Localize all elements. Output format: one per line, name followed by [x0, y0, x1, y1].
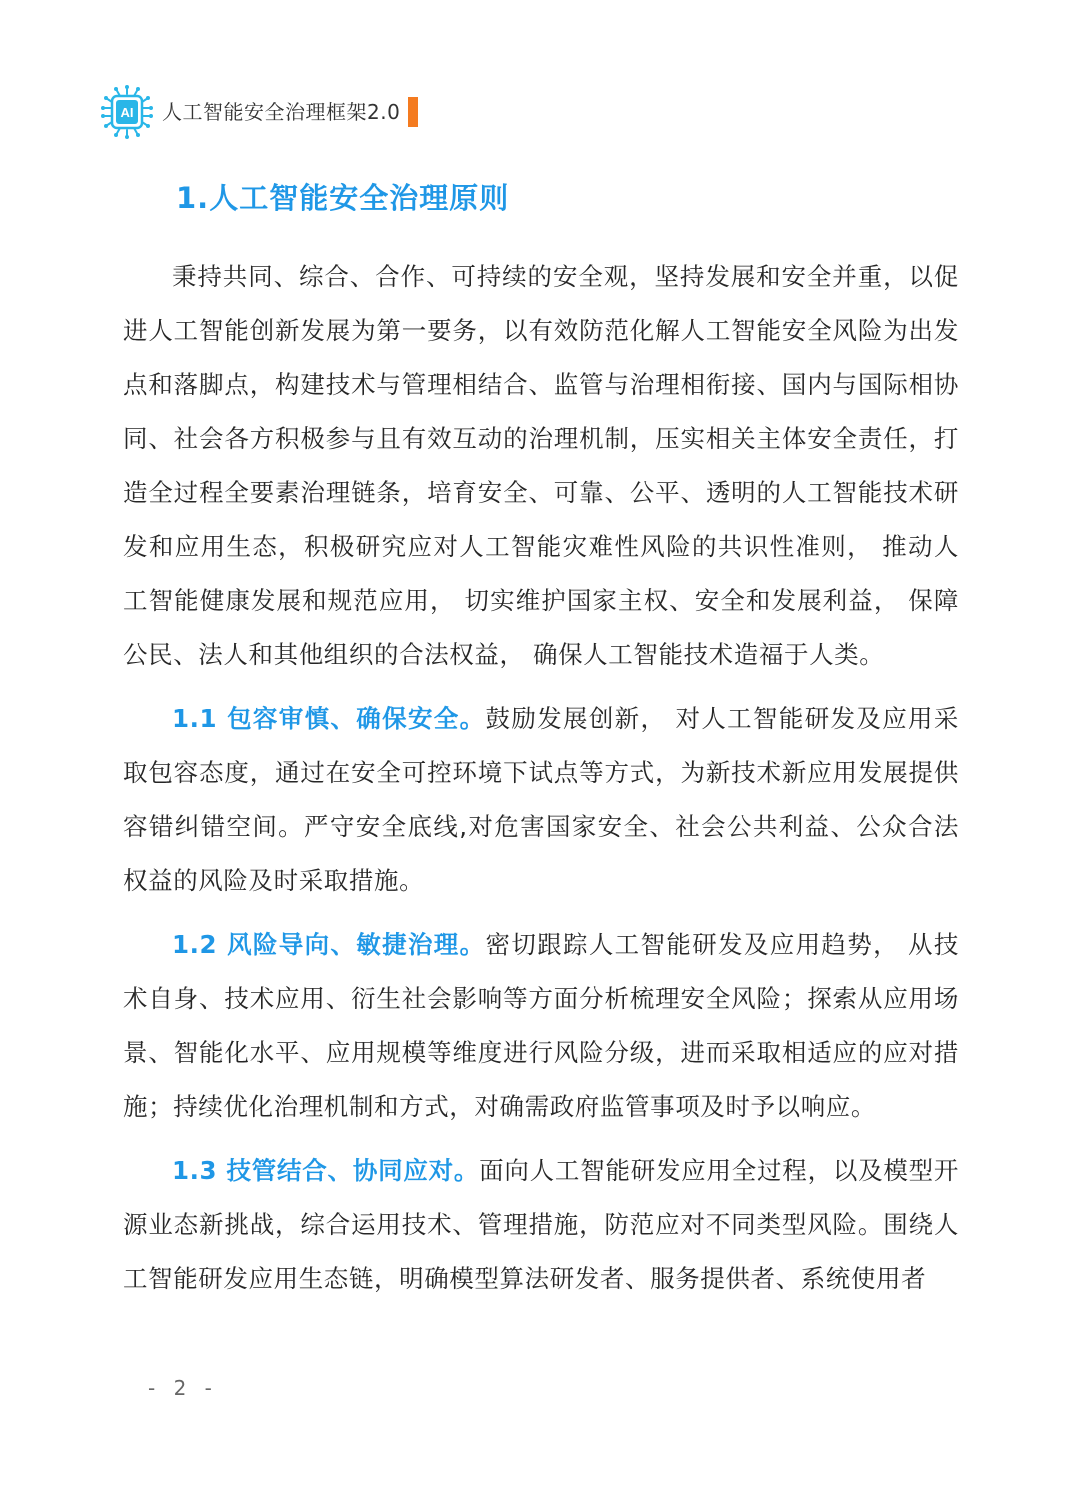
- page-number: - 2 -: [148, 1376, 218, 1400]
- principle-1-2: [123, 918, 959, 1134]
- paragraph-text: 面向人工智能研发应用全过程，以及模型开源业态新挑战，综合运用技术、管理措施，防范应对不同类型风险。围绕人工智能研发应用生态链，明确模型算法研发者、服务提供者、系统使用者: [123, 1156, 959, 1293]
- ai-chip-icon: [98, 84, 156, 140]
- principle-heading: 1.3 技管结合、协同应对。: [172, 1156, 480, 1185]
- document-header: [98, 84, 418, 140]
- logo-text: AI: [120, 105, 134, 120]
- paragraph-text: 秉持共同、综合、合作、可持续的安全观，坚持发展和安全并重，以促进人工智能创新发展为第一要务，以有效防范化解人工智能安全风险为出发点和落脚点，构建技术与管理相结合、监管与治理相衔接、国内与国际相协同、社会各方积极参与且有效互动的治理机制，压实相关主体安全责任，打造全过程全要素治理链条，培育安全、可靠、公平、透明的人工智能技术研发和应用生态，积极研究应对人工智能灾难性风险的共识性准则， 推动人工智能健康发展和规范应用， 切实维护国家主权、安全和发展利益， 保障公民、法人和其他组织的合法权益， 确保人工智能技术造福于人类。: [123, 262, 959, 669]
- intro-paragraph: [123, 250, 959, 682]
- paragraph-text: 鼓励发展创新， 对人工智能研发及应用采取包容态度，通过在安全可控环境下试点等方式，为新技术新应用发展提供容错纠错空间。严守安全底线,对危害国家安全、社会公共利益、公众合法权益的风险及时采取措施。: [123, 704, 959, 895]
- section-title: 1.人工智能安全治理原则: [176, 181, 510, 215]
- body-text: [123, 250, 959, 1316]
- principle-heading: 1.2 风险导向、敏捷治理。: [172, 930, 486, 959]
- paragraph-text: 密切跟踪人工智能研发及应用趋势， 从技术自身、技术应用、衍生社会影响等方面分析梳理安全风险；探索从应用场景、智能化水平、应用规模等维度进行风险分级，进而采取相适应的应对措施；持续优化治理机制和方式，对确需政府监管事项及时予以响应。: [123, 930, 959, 1121]
- principle-1-1: [123, 692, 959, 908]
- principle-heading: 1.1 包容审慎、确保安全。: [172, 704, 486, 733]
- principle-1-3: [123, 1144, 959, 1306]
- document-title: 人工智能安全治理框架2.0: [162, 100, 401, 124]
- accent-bar: [408, 97, 418, 127]
